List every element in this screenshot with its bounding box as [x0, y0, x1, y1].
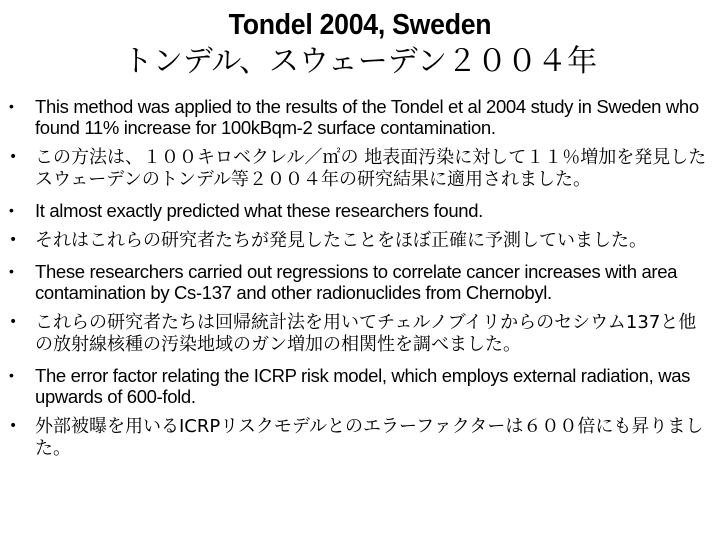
bullet-text: It almost exactly predicted what these researchers found.	[35, 200, 483, 221]
bullet-item-2-jp	[0, 230, 720, 252]
bullet-icon: •	[9, 202, 14, 218]
bullet-text: これらの研究者たちは回帰統計法を用いてチェルノブイリからのセシウム137と他の放射線核種の汚染地域のガン増加の相関性を調べました。	[35, 312, 697, 355]
bullet-icon: •	[9, 98, 14, 114]
bullet-text: This method was applied to the results of the Tondel et al 2004 study in Sweden who found 11% increase for 100kBqm-2 surface contamination.	[35, 96, 699, 138]
bullet-item-3-jp	[0, 312, 720, 356]
bullet-text: この方法は、１００キロベクレル／㎡の 地表面汚染に対して１１％増加を発見したスウェーデンのトンデル等２００４年の研究結果に適用されました。	[35, 147, 707, 190]
bullet-text: The error factor relating the ICRP risk model, which employs external radiation, was upwards of 600-fold.	[35, 365, 691, 407]
bullet-item-2-en	[0, 200, 720, 221]
slide-title	[0, 8, 720, 80]
bullet-item-4-en	[0, 365, 720, 407]
bullet-list	[0, 96, 720, 469]
bullet-item-3-en	[0, 261, 720, 303]
bullet-text: それはこれらの研究者たちが発見したことをほぼ正確に予測していました。	[35, 230, 647, 251]
bullet-icon: •	[9, 149, 18, 165]
bullet-text: These researchers carried out regressions to correlate cancer increases with area contamination by Cs-137 and other radionuclides from Chernobyl.	[35, 261, 678, 303]
bullet-item-1-jp	[0, 147, 720, 191]
bullet-item-1-en	[0, 96, 720, 138]
bullet-icon: •	[9, 314, 18, 330]
bullet-icon: •	[9, 232, 18, 248]
bullet-item-4-jp	[0, 416, 720, 460]
bullet-text: 外部被曝を用いるICRPリスクモデルとのエラーファクターは６００倍にも昇りました。	[35, 416, 704, 459]
bullet-icon: •	[9, 367, 14, 383]
bullet-icon: •	[9, 418, 18, 434]
title-english: Tondel 2004, Sweden	[228, 9, 492, 41]
title-japanese: トンデル、スウェーデン２００４年	[122, 44, 598, 79]
bullet-icon: •	[9, 263, 14, 279]
